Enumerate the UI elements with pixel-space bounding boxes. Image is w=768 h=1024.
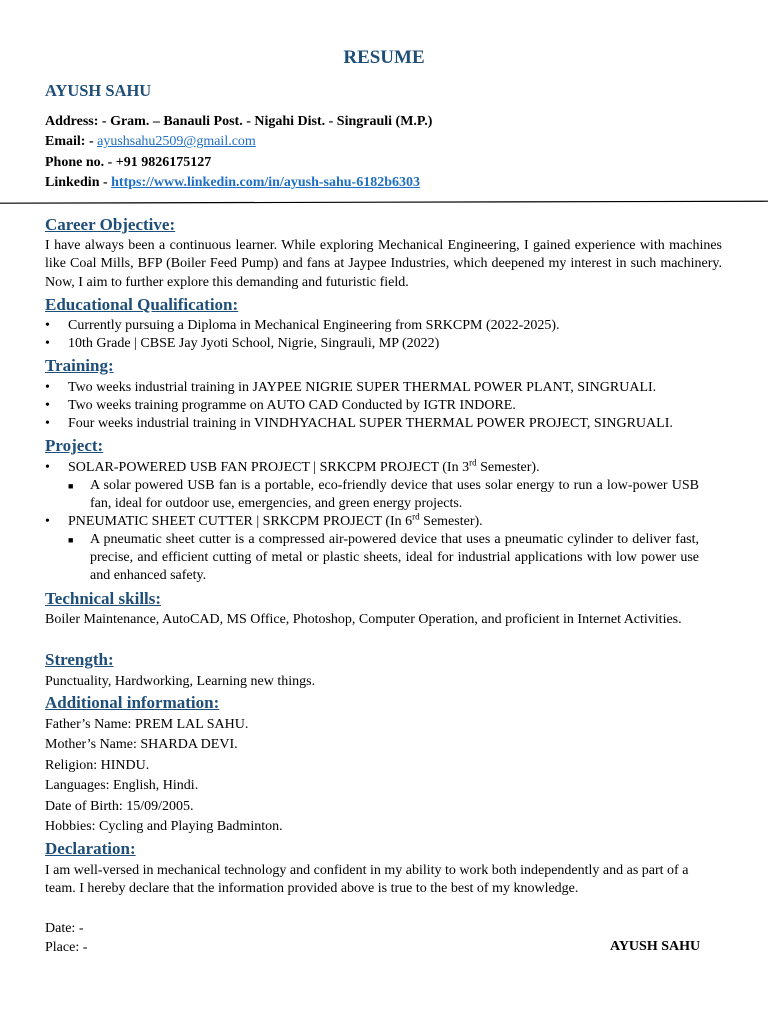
additional-info-heading: Additional information: — [45, 693, 220, 712]
phone-label: Phone no. - — [45, 154, 116, 170]
bullet-icon: • — [45, 336, 50, 351]
bullet-icon: • — [45, 460, 50, 475]
training-list — [45, 379, 735, 433]
project-item: • PNEUMATIC SHEET CUTTER | SRKCPM PROJECT (In 6rd Semester). — [45, 511, 483, 529]
phone-line — [45, 153, 432, 173]
project-desc-wrap — [45, 531, 735, 585]
email-link[interactable]: ayushsahu2509@gmail.com — [97, 134, 256, 150]
list-item: • Currently pursuing a Diploma in Mechanical Engineering from SRKCPM (2022-2025). — [45, 318, 560, 333]
candidate-name: AYUSH SAHU — [45, 81, 152, 100]
address-value: Gram. – Banauli Post. - Nigahi Dist. - Singrauli (M.P.) — [110, 114, 433, 129]
address-line — [45, 112, 432, 132]
career-objective-heading: Career Objective: — [45, 215, 176, 234]
square-bullet-icon: ■ — [68, 481, 74, 491]
place-label: Place: - — [45, 940, 88, 955]
bullet-icon: • — [45, 514, 50, 529]
technical-skills-text: Boiler Maintenance, AutoCAD, MS Office, Photoshop, Computer Operation, and proficient in Internet Activities. — [45, 612, 682, 627]
additional-info-list — [45, 715, 283, 837]
header-divider — [0, 200, 768, 206]
list-item: • 10th Grade | CBSE Jay Jyoti School, Nigrie, Singrauli, MP (2022) — [45, 336, 440, 351]
technical-skills-heading: Technical skills: — [45, 589, 162, 608]
linkedin-link[interactable]: https://www.linkedin.com/in/ayush-sahu-6182b6303 — [111, 174, 420, 190]
bullet-icon: • — [45, 398, 50, 413]
contact-block — [45, 112, 432, 193]
strength-text: Punctuality, Hardworking, Learning new things. — [45, 674, 316, 689]
education-heading: Educational Qualification: — [45, 295, 239, 314]
bullet-icon: • — [45, 380, 50, 395]
list-item: • Two weeks training programme on AUTO CAD Conducted by IGTR INDORE. — [45, 398, 516, 413]
training-heading: Training: — [45, 356, 114, 375]
page-title: RESUME — [343, 47, 425, 68]
project-desc-list — [45, 477, 735, 513]
project-item: • SOLAR-POWERED USB FAN PROJECT | SRKCPM PROJECT (In 3rd Semester). — [45, 457, 540, 475]
project-desc-list — [45, 531, 735, 585]
project-description: ■ A solar powered USB fan is a portable, eco-friendly device that uses solar energy to run a low-power USB fan, ideal for outdoor use, emergencies, and green energy projects. — [68, 478, 699, 511]
address-label: Address: - — [45, 114, 111, 129]
project-desc-wrap — [45, 477, 735, 513]
phone-value: +91 9826175127 — [115, 154, 212, 170]
list-item: • Two weeks industrial training in JAYPEE NIGRIE SUPER THERMAL POWER PLANT, SINGRUALI. — [45, 380, 657, 395]
project-description: ■ A pneumatic sheet cutter is a compressed air-powered device that uses a pneumatic cylinder to deliver fast, precise, and efficient cutting of metal or plastic sheets, ideal for industrial applications with low power use and enhanced safety. — [68, 532, 699, 583]
career-objective-text: I have always been a continuous learner. While exploring Mechanical Engineering, I gained experience with machines like Coal Mills, BFP (Boiler Feed Pump) and fans at Jaypee Industries, which deepened my interest in such machinery. Now, I aim to further explore this demanding and futuristic field. — [45, 238, 722, 290]
bullet-icon: • — [45, 318, 50, 333]
declaration-text: I am well-versed in mechanical technology and confident in my ability to work both independently and as part of a team. I hereby declare that the information provided above is true to the best of my knowledge. — [45, 863, 689, 897]
email-label: Email: - — [45, 134, 98, 150]
bullet-icon: • — [45, 416, 50, 431]
email-line — [45, 132, 432, 152]
square-bullet-icon: ■ — [68, 535, 74, 545]
info-line: Religion: HINDU. — [45, 757, 150, 773]
info-line: Date of Birth: 15/09/2005. — [45, 798, 194, 814]
linkedin-label: Linkedin - — [45, 174, 112, 190]
linkedin-line — [45, 173, 432, 193]
date-label: Date: - — [45, 921, 84, 936]
info-line: Father’s Name: PREM LAL SAHU. — [45, 717, 249, 732]
project-heading: Project: — [45, 436, 104, 455]
info-line: Hobbies: Cycling and Playing Badminton. — [45, 819, 283, 835]
info-line: Languages: English, Hindi. — [45, 778, 199, 794]
declaration-heading: Declaration: — [45, 839, 136, 858]
list-item: • Four weeks industrial training in VINDHYACHAL SUPER THERMAL POWER PROJECT, SINGRUALI. — [45, 416, 673, 431]
education-list — [45, 317, 735, 353]
info-line: Mother’s Name: SHARDA DEVI. — [45, 737, 238, 753]
signature-name: AYUSH SAHU — [610, 939, 701, 954]
strength-heading: Strength: — [45, 650, 114, 669]
project-list — [45, 459, 735, 585]
